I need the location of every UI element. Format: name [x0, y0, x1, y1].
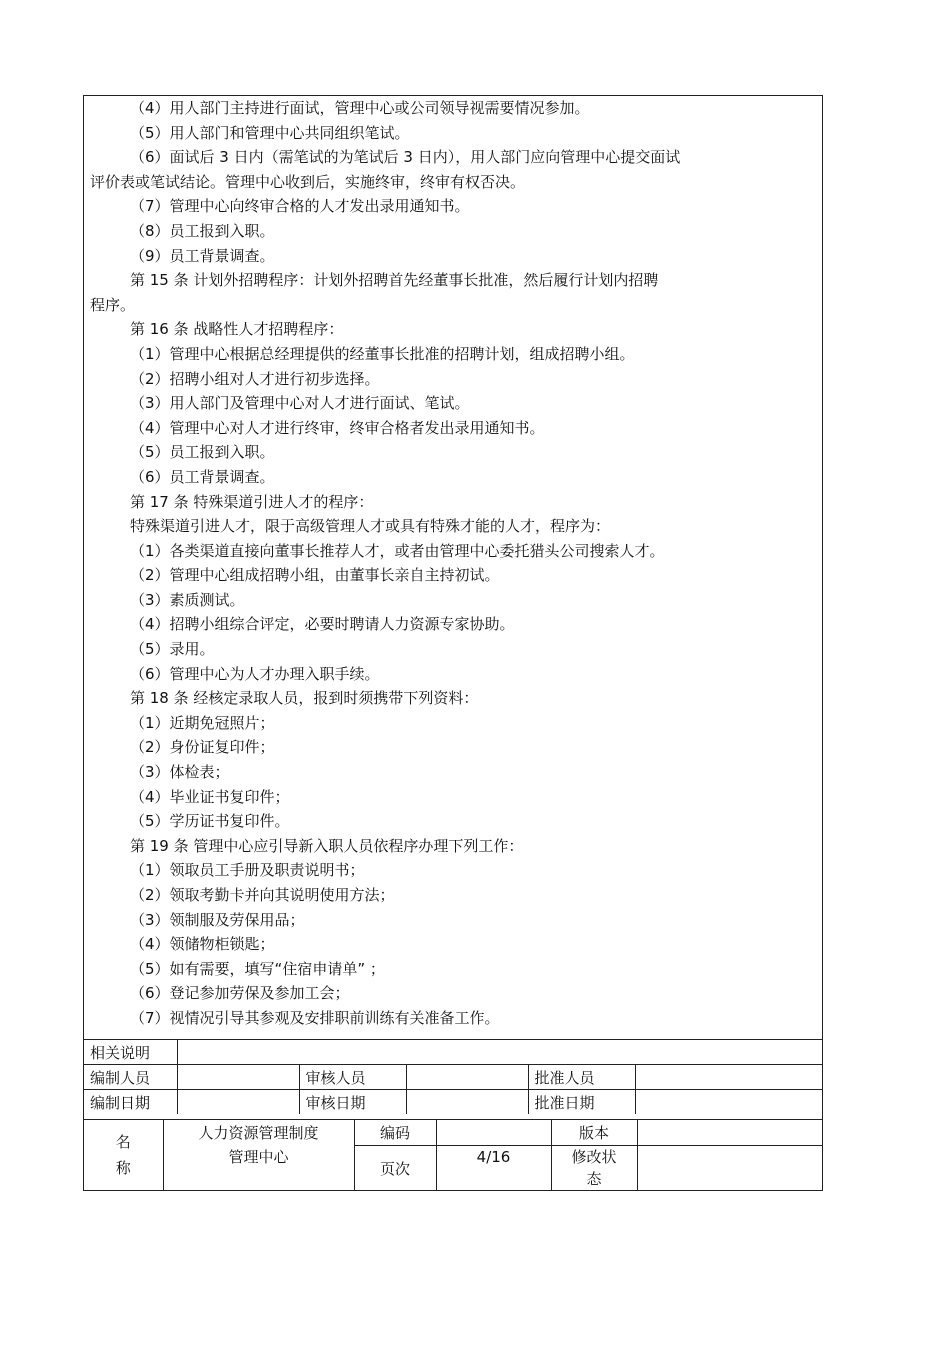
article-heading: 第 16 条 战略性人才招聘程序：: [130, 320, 344, 339]
clause-line: （5）学历证书复印件。: [130, 812, 290, 831]
clause-line: （6）面试后 3 日内（需笔试的为笔试后 3 日内），用人部门应向管理中心提交面试: [130, 148, 681, 167]
approve-date-label: 批准日期: [528, 1090, 635, 1115]
clause-line: （6）员工背景调查。: [130, 467, 275, 486]
approval-table: [84, 1039, 822, 1114]
status-label: [551, 1146, 637, 1191]
doc-title: 人力资源管理制度: [198, 1124, 319, 1142]
name-label: [84, 1120, 163, 1191]
clause-line: （5）如有需要，填写“住宿申请单” ；: [130, 959, 385, 978]
version-value: [637, 1120, 822, 1146]
clause-line: （9）员工背景调查。: [130, 246, 275, 265]
clause-line: （4）用人部门主持进行面试，管理中心或公司领导视需要情况参加。: [130, 99, 590, 117]
clause-line: （1）各类渠道直接向董事长推荐人才，或者由管理中心委托猎头公司搜索人才。: [130, 541, 665, 560]
article-heading: 第 17 条 特殊渠道引进人才的程序：: [130, 492, 374, 511]
article-heading: 第 19 条 管理中心应引导新入职人员依程序办理下列工作：: [130, 836, 524, 855]
clause-line: （4）毕业证书复印件；: [130, 787, 290, 806]
code-value: [436, 1120, 551, 1146]
clause-line: （1）近期免冠照片；: [130, 713, 275, 732]
review-date-label: 审核日期: [299, 1090, 406, 1115]
article-heading: 第 15 条 计划外招聘程序：计划外招聘首先经董事长批准，然后履行计划内招聘: [130, 271, 659, 290]
name-label-line-1: 名: [115, 1132, 131, 1151]
reviewer-value: [406, 1065, 528, 1090]
document-body: [84, 96, 822, 1041]
clause-line: （5）员工报到入职。: [130, 443, 275, 462]
clause-line: （3）用人部门及管理中心对人才进行面试、笔试。: [130, 394, 470, 413]
clause-line: （8）员工报到入职。: [130, 221, 275, 240]
clause-line: （2）领取考勤卡并向其说明使用方法；: [130, 886, 395, 904]
status-label-line-2: 态: [586, 1170, 602, 1188]
page-value: 4/16: [436, 1146, 551, 1191]
edit-date-value: [177, 1090, 299, 1115]
dates-row: [84, 1090, 822, 1115]
approver-label: 批准人员: [528, 1065, 635, 1090]
editor-value: [177, 1065, 299, 1090]
related-row: [84, 1040, 822, 1065]
people-row: [84, 1065, 822, 1090]
clause-line: （3）体检表；: [130, 763, 230, 782]
review-date-value: [406, 1090, 528, 1115]
clause-line: （7）视情况引导其参观及安排职前训练有关准备工作。: [130, 1008, 500, 1027]
clause-line: （2）管理中心组成招聘小组，由董事长亲自主持初试。: [130, 566, 500, 585]
clause-line: （4）管理中心对人才进行终审，终审合格者发出录用通知书。: [130, 418, 545, 437]
clause-line: （6）登记参加劳保及参加工会；: [130, 984, 350, 1003]
page-label: 页次: [354, 1146, 436, 1191]
doc-department: 管理中心: [228, 1148, 289, 1166]
clause-line: （6）管理中心为人才办理入职手续。: [130, 664, 380, 683]
status-label-line-1: 修改状: [571, 1148, 617, 1166]
clause-line: （5）用人部门和管理中心共同组织笔试。: [130, 123, 410, 142]
clause-line: 评价表或笔试结论。管理中心收到后，实施终审，终审有权否决。: [90, 172, 526, 191]
edit-date-label: 编制日期: [84, 1090, 177, 1115]
clause-line: （3）素质测试。: [130, 590, 245, 609]
clause-line: （5）录用。: [130, 640, 215, 659]
clause-line: （2）身份证复印件；: [130, 738, 275, 757]
version-label: 版本: [551, 1120, 637, 1146]
doc-name: [163, 1120, 354, 1191]
name-label-line-2: 称: [115, 1158, 131, 1177]
document-frame: [83, 95, 823, 1191]
article-heading: 第 18 条 经核定录取人员，报到时须携带下列资料：: [130, 689, 479, 708]
clause-line: （7）管理中心向终审合格的人才发出录用通知书。: [130, 197, 470, 216]
clause-line: （2）招聘小组对人才进行初步选择。: [130, 369, 380, 388]
editor-label: 编制人员: [84, 1065, 177, 1090]
clause-line: （3）领制服及劳保用品；: [130, 910, 305, 929]
approver-value: [635, 1065, 822, 1090]
clause-line: （4）招聘小组综合评定，必要时聘请人力资源专家协助。: [130, 615, 515, 634]
status-value: [637, 1146, 822, 1191]
code-label: 编码: [354, 1120, 436, 1146]
clause-line: （1）领取员工手册及职责说明书；: [130, 861, 365, 880]
reviewer-label: 审核人员: [299, 1065, 406, 1090]
clause-line: 程序。: [90, 295, 136, 314]
related-label: 相关说明: [84, 1040, 177, 1065]
clause-line: （4）领储物柜锁匙；: [130, 935, 275, 954]
approve-date-value: [635, 1090, 822, 1115]
document-footer-table: [84, 1119, 822, 1191]
related-value: [177, 1040, 822, 1065]
clause-line: 特殊渠道引进人才，限于高级管理人才或具有特殊才能的人才，程序为：: [130, 517, 611, 536]
clause-line: （1）管理中心根据总经理提供的经董事长批准的招聘计划，组成招聘小组。: [130, 344, 635, 363]
